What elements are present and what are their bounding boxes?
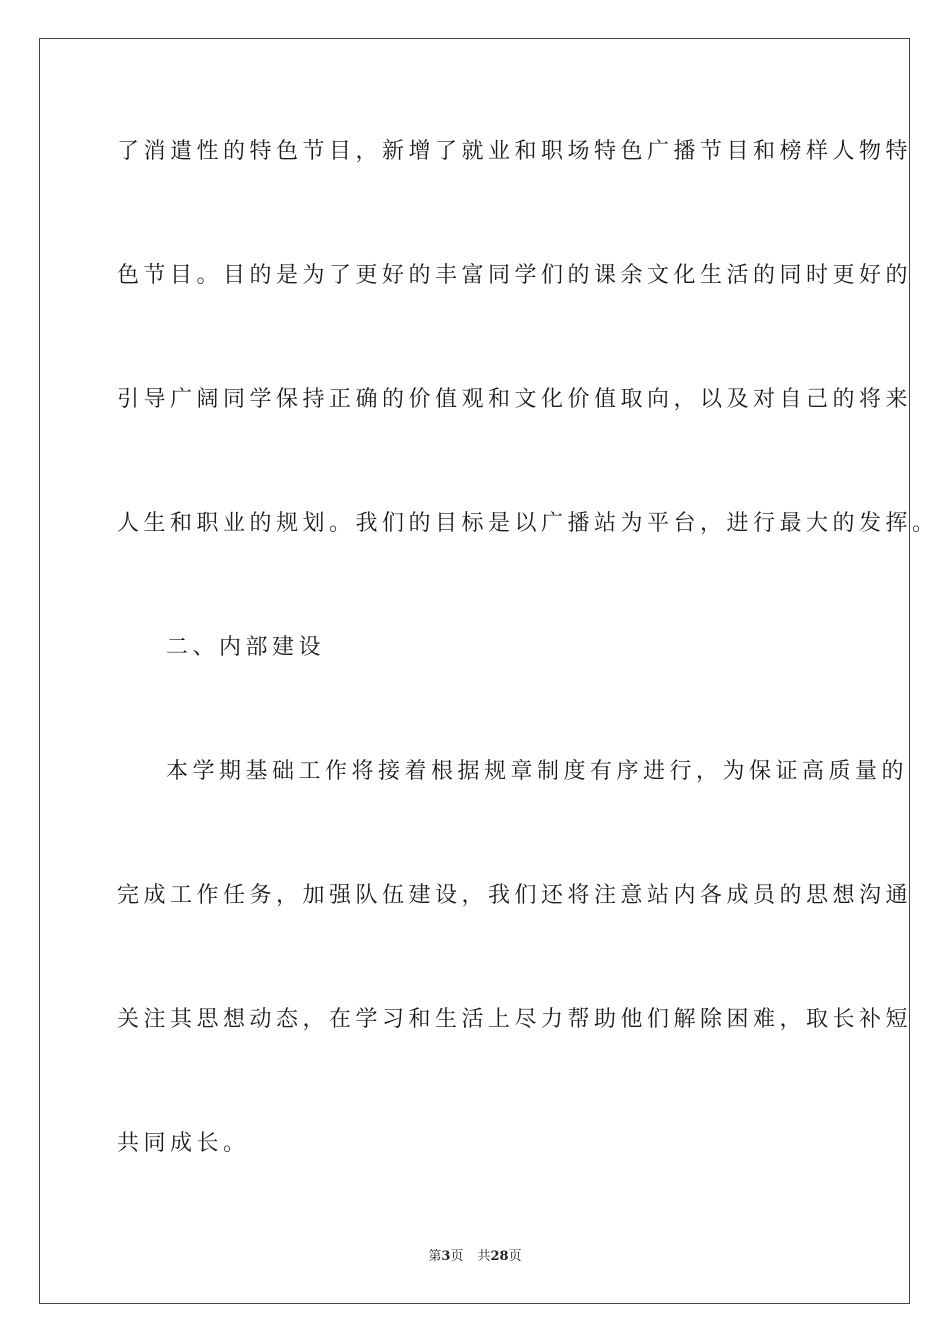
page-prefix: 第 xyxy=(428,1249,442,1264)
current-page-number: 3 xyxy=(441,1249,451,1264)
body-line-9: 共同成长。 xyxy=(117,1131,250,1156)
total-suffix: 页 xyxy=(508,1249,522,1264)
total-prefix: 共 xyxy=(477,1249,491,1264)
total-pages-number: 28 xyxy=(490,1249,509,1264)
body-line-3: 引导广阔同学保持正确的价值观和文化价值取向，以及对自己的将来 xyxy=(117,387,913,412)
page-border xyxy=(39,38,939,1304)
page-footer xyxy=(0,1248,950,1266)
body-line-4: 人生和职业的规划。我们的目标是以广播站为平台，进行最大的发挥。 xyxy=(117,511,939,536)
body-line-1: 了消遣性的特色节目，新增了就业和职场特色广播节目和榜样人物特 xyxy=(117,139,913,164)
page-suffix: 页 xyxy=(450,1249,464,1264)
body-line-7: 完成工作任务，加强队伍建设，我们还将注意站内各成员的思想沟通 xyxy=(117,883,913,908)
body-line-6: 本学期基础工作将接着根据规章制度有序进行，为保证高质量的 xyxy=(166,759,909,784)
body-line-2: 色节目。目的是为了更好的丰富同学们的课余文化生活的同时更好的 xyxy=(117,263,913,288)
body-line-8: 关注其思想动态，在学习和生活上尽力帮助他们解除困难，取长补短 xyxy=(117,1007,913,1032)
section-heading: 二、内部建设 xyxy=(166,635,326,660)
